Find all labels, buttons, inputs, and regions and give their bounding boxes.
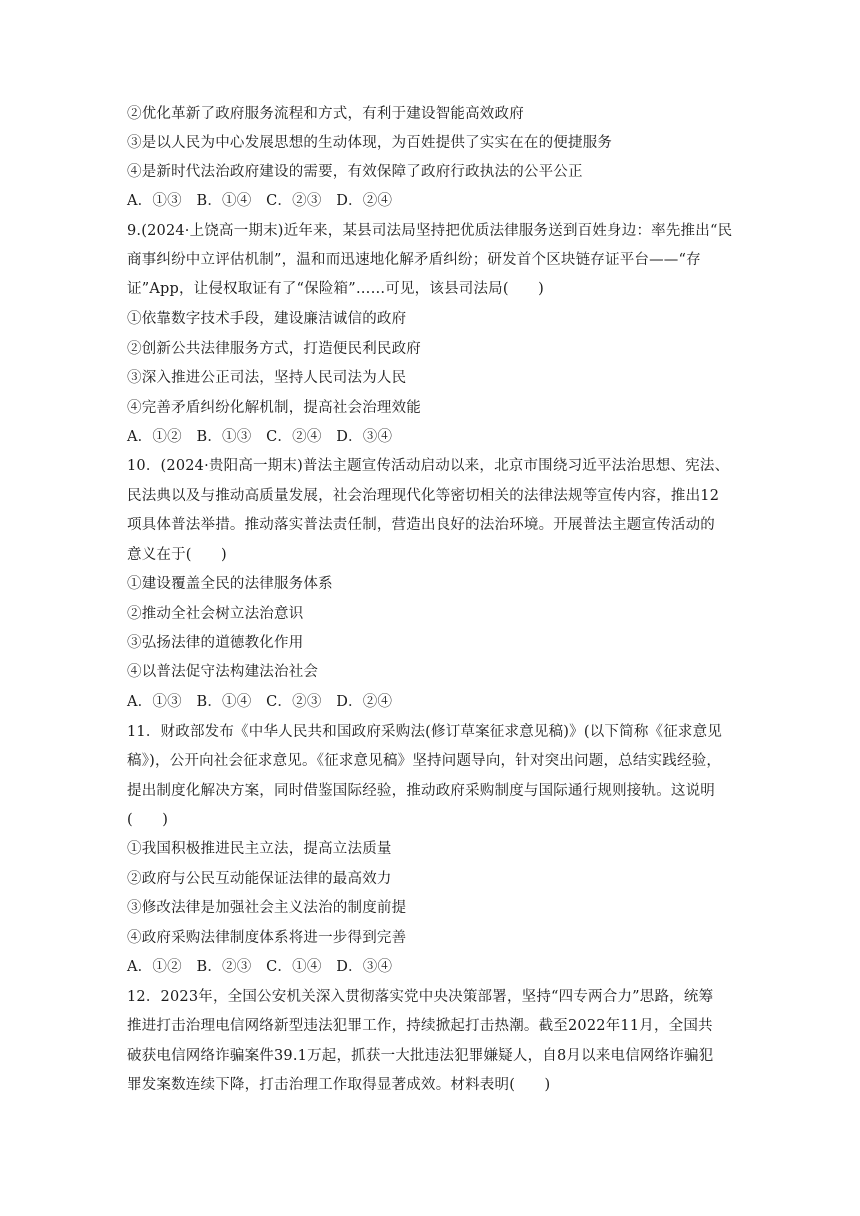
q10-answer-choices: A．①③ B．①④ C．②③ D．②④: [127, 694, 393, 710]
q9-option-4: ④完善矛盾纠纷化解机制，提高社会治理效能: [127, 400, 421, 416]
q10-stem-line-3: 项具体普法举措。推动落实普法责任制，营造出良好的法治环境。开展普法主题宣传活动的: [127, 517, 715, 533]
q8-option-3: ③是以人民为中心发展思想的生动体现，为百姓提供了实实在在的便捷服务: [127, 135, 613, 151]
q11-option-1: ①我国积极推进民主立法，提高立法质量: [127, 841, 392, 857]
q11-option-2: ②政府与公民互动能保证法律的最高效力: [127, 871, 392, 887]
q10-option-1: ①建设覆盖全民的法律服务体系: [127, 576, 333, 592]
q9-stem-line-3: 证”App，让侵权取证有了“保险箱”……可见，该县司法局( ): [127, 281, 544, 297]
q9-option-2: ②创新公共法律服务方式，打造便民利民政府: [127, 341, 421, 357]
q12-stem-line-1: 12．2023年，全国公安机关深入贯彻落实党中央决策部署，坚持“四专两合力”思路，统筹: [127, 989, 714, 1005]
q9-option-3: ③深入推进公正司法，坚持人民司法为人民: [127, 370, 407, 386]
q11-answer-choices: A．①② B．②③ C．①④ D．③④: [127, 959, 393, 975]
q10-option-4: ④以普法促守法构建法治社会: [127, 664, 319, 680]
q12-stem-line-2: 推进打击治理电信网络新型违法犯罪工作，持续掀起打击热潮。截至2022年11月，全国共: [127, 1018, 713, 1034]
q8-answer-choices: A．①③ B．①④ C．②③ D．②④: [127, 193, 393, 209]
q12-stem-line-4: 罪发案数连续下降，打击治理工作取得显著成效。材料表明( ): [127, 1077, 551, 1093]
q8-option-4: ④是新时代法治政府建设的需要，有效保障了政府行政执法的公平公正: [127, 164, 583, 180]
q9-stem-line-2: 商事纠纷中立评估机制”，温和而迅速地化解矛盾纠纷；研发首个区块链存证平台——“存: [127, 252, 701, 268]
q9-stem-line-1: 9.(2024·上饶高一期末)近年来，某县司法局坚持把优质法律服务送到百姓身边：率先推出“民: [127, 223, 733, 239]
q11-stem-line-2: 稿》)，公开向社会征求意见。《征求意见稿》坚持问题导向，针对突出问题，总结实践经验，: [127, 753, 722, 769]
q8-option-2: ②优化革新了政府服务流程和方式，有利于建设智能高效政府: [127, 106, 524, 122]
q12-stem-line-3: 破获电信网络诈骗案件39.1万起，抓获一大批违法犯罪嫌疑人，自8月以来电信网络诈骗犯: [127, 1048, 714, 1064]
q10-stem-line-4: 意义在于( ): [127, 547, 227, 563]
q11-option-3: ③修改法律是加强社会主义法治的制度前提: [127, 900, 407, 916]
q10-stem-line-1: 10．(2024·贵阳高一期末)普法主题宣传活动启动以来，北京市围绕习近平法治思想、宪法、: [127, 458, 730, 474]
q11-stem-line-4: ( ): [127, 812, 169, 828]
q11-option-4: ④政府采购法律制度体系将进一步得到完善: [127, 930, 407, 946]
q11-stem-line-1: 11．财政部发布《中华人民共和国政府采购法(修订草案征求意见稿)》(以下简称《征求意见: [127, 724, 723, 740]
q10-option-2: ②推动全社会树立法治意识: [127, 606, 304, 622]
q10-option-3: ③弘扬法律的道德教化作用: [127, 635, 304, 651]
q11-stem-line-3: 提出制度化解决方案，同时借鉴国际经验，推动政府采购制度与国际通行规则接轨。这说明: [127, 783, 715, 799]
q9-answer-choices: A．①② B．①③ C．②④ D．③④: [127, 429, 393, 445]
q10-stem-line-2: 民法典以及与推动高质量发展，社会治理现代化等密切相关的法律法规等宣传内容，推出12: [127, 488, 720, 504]
q9-option-1: ①依靠数字技术手段，建设廉洁诚信的政府: [127, 311, 407, 327]
